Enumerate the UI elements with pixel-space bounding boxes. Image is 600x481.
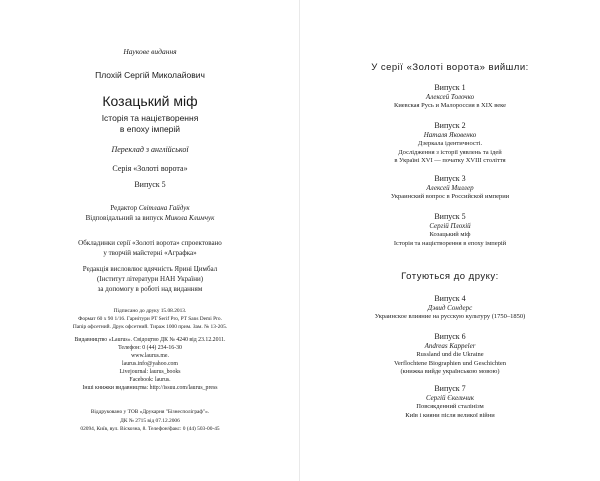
book-subtitle — [0, 113, 300, 135]
volume-title: Verflochtene Biographien und Geschichten — [393, 359, 507, 367]
text-line: www.laurus.me. — [131, 353, 169, 359]
credit-person: Світлана Гайдук — [138, 204, 190, 212]
volume-title: Киевская Русь и Малороссия в XIX веке — [393, 102, 507, 109]
series-name: Серія «Золоті ворота» — [112, 164, 188, 173]
volume-title: Russland und die Ukraine — [416, 351, 484, 358]
publication-type: Наукове видання — [123, 47, 177, 56]
translation-note: Переклад з англійської — [111, 145, 189, 154]
volume-number: Випуск 1 — [434, 83, 466, 92]
subtitle-line: Історія та націєтворення — [101, 113, 199, 123]
volume-title: Дослідження з історії уявлень та ідей — [398, 148, 502, 156]
volume-number: Випуск 4 — [434, 294, 466, 303]
print-details — [0, 307, 300, 331]
volume-number: Випуск 6 — [434, 332, 466, 341]
credit-responsible — [0, 213, 300, 223]
credit-role: Редактор — [110, 204, 139, 212]
text-line: Папір офсетний. Друк офсетний. Тираж 1000 прим. Зам. № 13-205. — [72, 324, 228, 330]
text-line: Підписано до друку 15.08.2013. — [113, 308, 187, 314]
volume-title: Украинский вопрос в Российской империи — [390, 193, 510, 200]
series-volume — [300, 120, 600, 166]
book-author: Плохій Сергій Миколайович — [95, 70, 205, 80]
volume-number: Випуск 3 — [434, 174, 466, 183]
volume-author: Наталя Яковенко — [423, 131, 477, 139]
volume-title: Козацький міф — [429, 231, 471, 238]
volume-title: Дзеркала ідентичності. — [417, 140, 483, 147]
volume-title: Історія та націєтворення в епоху імперій — [393, 239, 507, 247]
text-line: 02094, Київ, вул. Віскозна, 8. Телефон/факс: 0 (44) 503-00-45 — [80, 426, 220, 432]
upcoming-volume — [300, 293, 600, 322]
text-line: Видавництво «Laurus». Свідоцтво ДК № 4240 від 23.12.2011. — [74, 337, 226, 343]
text-line: Livejournal: laurus_books — [119, 369, 181, 375]
publisher-info — [0, 336, 300, 392]
text-line: Facebook: laurus. — [129, 377, 171, 383]
series-volume — [300, 173, 600, 202]
text-line: за допомогу в роботі над виданням — [97, 285, 203, 293]
volume-title: Повсякденний сталінізм — [416, 403, 484, 410]
volume-author: Дэвид Сондерс — [427, 304, 473, 312]
cover-design-note — [0, 238, 300, 258]
credits — [0, 203, 300, 223]
text-line: Телефон: 0 (44) 234-16-30 — [118, 345, 182, 351]
credit-person: Микола Климчук — [164, 214, 215, 222]
text-line: Формат 60 x 90 1/16. Гарнітури PT Serif Pro, PT Sans Demi Pro. — [78, 316, 222, 322]
volume-author: Сергій Єкельчик — [425, 394, 475, 402]
volume-title: (книжка вийде українською мовою) — [400, 368, 500, 375]
subtitle-line: в епоху імперій — [119, 124, 181, 134]
text-line: laurus.info@yahoo.com — [122, 361, 178, 367]
text-line: у творчій майстерні «Аграфка» — [103, 249, 197, 257]
volume-author: Andreas Kappeler — [424, 342, 476, 350]
text-line: Віддруковано у ТОВ «Друкарня "Бізнесполіграф"». — [90, 409, 210, 415]
upcoming-heading: Готуються до друку: — [401, 271, 499, 282]
text-line: Інші книжки видавництва: http://issuu.com/laurus_press — [82, 385, 218, 391]
volume-number: Випуск 5 — [434, 212, 466, 221]
series-volume — [300, 211, 600, 248]
volume-author: Алексей Миллер — [426, 184, 474, 192]
volume-author: Сергій Плохій — [429, 222, 471, 230]
series-page — [300, 0, 600, 481]
published-heading: У серії «Золоті ворота» вийшли: — [371, 62, 529, 73]
text-line: Редакція висловлює вдячність Ярині Цимбал — [82, 265, 218, 273]
text-line: (Інститут літератури НАН України) — [96, 275, 204, 283]
volume-title: Київ і кияни після великої війни — [405, 411, 495, 419]
credit-editor — [0, 203, 300, 213]
series-volume — [300, 82, 600, 111]
credit-role: Відповідальний за випуск — [85, 214, 165, 222]
text-line: ДК № 2715 від 07.12.2006 — [120, 417, 180, 424]
acknowledgement — [0, 264, 300, 294]
volume-title: Украинское влияние на русскую культуру (1750–1850) — [374, 313, 526, 320]
book-title: Козацький міф — [102, 93, 198, 109]
upcoming-volume — [300, 383, 600, 420]
volume-author: Алексей Толочко — [425, 93, 475, 101]
issue-number: Випуск 5 — [134, 180, 166, 189]
printer-info — [0, 408, 300, 434]
volume-number: Випуск 2 — [434, 121, 466, 130]
upcoming-volume — [300, 331, 600, 377]
volume-title: в Україні XVI — початку XVIII століття — [394, 157, 506, 164]
text-line: Обкладинки серії «Золоті ворота» спроектовано — [78, 239, 222, 247]
volume-number: Випуск 7 — [434, 384, 466, 393]
